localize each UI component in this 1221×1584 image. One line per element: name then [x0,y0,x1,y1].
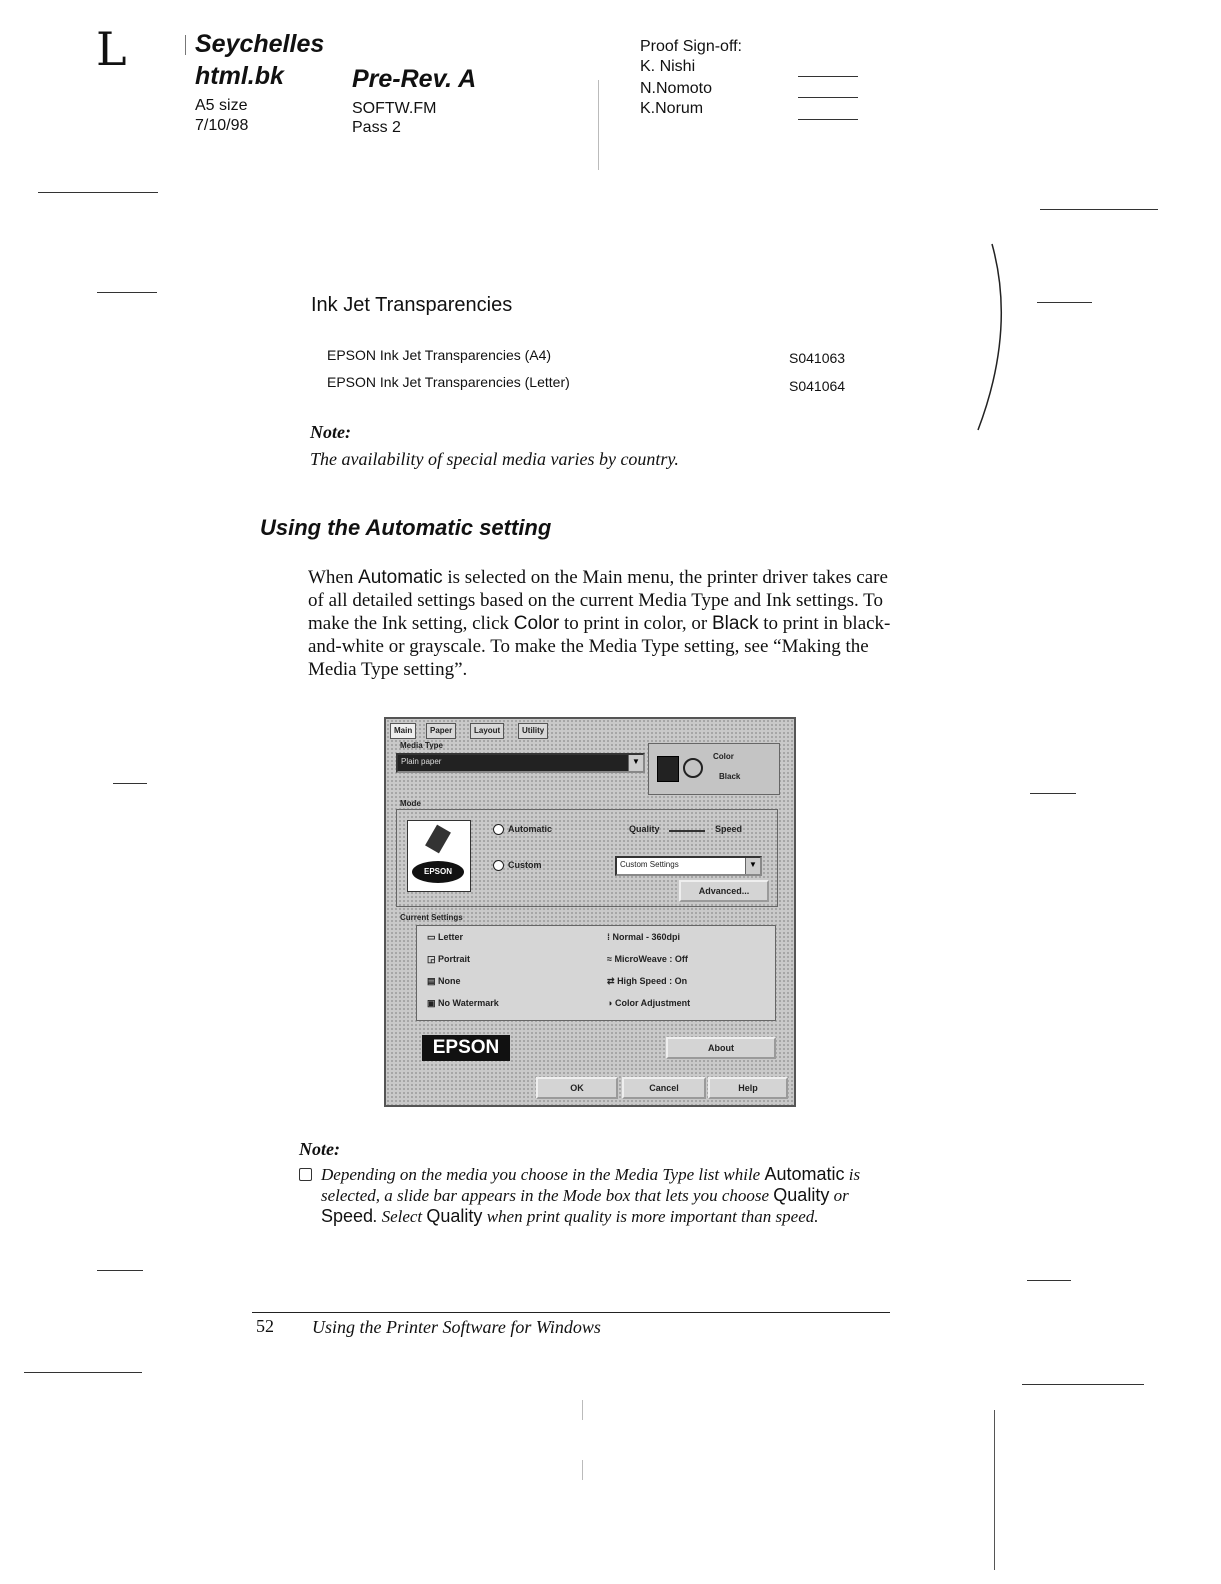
tab-main[interactable]: Main [390,723,416,739]
crop-mark [582,1400,583,1420]
setting-layout: ▤ None [427,976,461,986]
setting-color-adjustment: ◑ Color Adjustment [607,998,691,1008]
margin-letter: L [96,22,127,76]
black-term: Black [712,613,759,634]
automatic-term: Automatic [358,567,443,588]
media-type-select[interactable] [396,753,645,773]
page-size: A5 size [195,97,248,114]
mode-automatic-radio[interactable]: Automatic [493,824,552,835]
epson-logo-small: EPSON [412,861,464,883]
help-button[interactable]: Help [708,1077,788,1099]
checkbox-bullet-icon [299,1168,312,1181]
revision: Pre-Rev. A [352,65,477,93]
custom-settings-value: Custom Settings [620,860,679,869]
epson-brand-logo: EPSON [422,1035,510,1061]
crop-mark [1030,793,1076,794]
setting-microweave: ≈ MicroWeave : Off [607,954,688,964]
footer-rule [252,1312,890,1313]
setting-resolution: ⁞ Normal - 360dpi [607,932,681,942]
tab-layout[interactable]: Layout [470,723,504,739]
setting-paper-size: ▭ Letter [427,932,464,942]
microweave-icon: ≈ [607,954,612,964]
note-label: Note: [299,1139,340,1159]
page-number: 52 [256,1316,274,1336]
print-date: 7/10/98 [195,117,249,134]
ink-color-option[interactable]: Color [713,752,734,761]
subsection-heading: Using the Automatic setting [260,515,552,540]
custom-settings-select[interactable] [615,856,762,876]
mode-custom-radio[interactable]: Custom [493,860,542,871]
crop-mark [38,192,158,193]
body-paragraph: When Automatic is selected on the Main menu, the printer driver takes care of all detailed settings based on the current Media Type and Ink settings. To make the Ink setting, click Color to print in color, or Black to print in black-and-white or grayscale. To make the Media Type setting, see “Making the Media Type setting”. [308,567,891,680]
proof-name: K.Norum [640,100,704,117]
chevron-down-icon[interactable]: ▼ [628,755,643,771]
note-text: Depending on the media you choose in the Media Type list while Automatic is selected, a slide bar appears in the Mode box that lets you choose Quality or Speed. Select Quality when print quality is more important than speed. [321,1164,861,1226]
about-button[interactable]: About [666,1037,776,1059]
printer-pen-icon [425,825,451,854]
tab-utility[interactable]: Utility [518,723,548,739]
radio-icon [493,860,504,871]
color-ink-icon [683,758,703,778]
crop-mark [24,1372,142,1373]
ink-black-option[interactable]: Black [719,772,741,781]
resolution-icon: ⁞ [607,932,610,942]
ink-group [648,743,780,795]
chevron-down-icon[interactable]: ▼ [745,858,760,874]
section-heading: Ink Jet Transparencies [311,294,513,316]
crop-mark [185,35,186,55]
mode-group [396,809,778,907]
ok-button[interactable]: OK [536,1077,618,1099]
crop-mark [97,292,157,293]
mode-label: Mode [400,799,421,808]
tab-paper[interactable]: Paper [426,723,456,739]
watermark-icon: ▣ [427,998,436,1008]
media-type-label: Media Type [400,741,443,750]
current-settings-label: Current Settings [400,913,463,922]
crop-mark [582,1460,583,1480]
product-name: EPSON Ink Jet Transparencies (A4) [327,347,552,363]
advanced-button[interactable]: Advanced... [679,880,769,902]
pass-number: Pass 2 [352,119,401,136]
color-term: Color [513,613,560,634]
current-settings-box [416,925,776,1021]
product-code: S041064 [789,378,846,394]
signoff-line [798,76,858,77]
file-name: html.bk [195,62,284,90]
source-file: SOFTW.FM [352,100,437,117]
radio-icon [493,824,504,835]
book-title: Seychelles [195,30,325,58]
cancel-button[interactable]: Cancel [622,1077,706,1099]
color-adjust-icon: ◑ [607,998,613,1008]
crop-mark [994,1410,995,1570]
crop-mark [598,80,599,170]
quality-speed-slider[interactable] [669,830,705,832]
proof-name: N.Nomoto [640,80,713,97]
paper-icon: ▭ [427,932,436,942]
note-label: Note: [310,422,351,442]
mode-illustration [407,820,471,892]
proof-name: K. Nishi [640,58,696,75]
driver-dialog-screenshot [384,717,796,1107]
margin-bracket [968,240,1018,440]
signoff-line [798,119,858,120]
crop-mark [113,783,147,784]
note-text: The availability of special media varies by country. [310,449,679,469]
crop-mark [97,1270,143,1271]
ink-cartridge-icon [657,756,679,782]
setting-watermark: ▣ No Watermark [427,998,499,1008]
crop-mark [1027,1280,1071,1281]
orientation-icon: ◲ [427,954,436,964]
crop-mark [1022,1384,1144,1385]
layout-icon: ▤ [427,976,436,986]
high-speed-icon: ⇄ [607,976,615,986]
slider-speed-label: Speed [715,824,743,834]
setting-high-speed: ⇄ High Speed : On [607,976,688,986]
crop-mark [1037,302,1092,303]
crop-mark [1040,209,1158,210]
product-code: S041063 [789,350,846,366]
product-name: EPSON Ink Jet Transparencies (Letter) [327,374,570,390]
signoff-line [798,97,858,98]
proof-label: Proof Sign-off: [640,38,742,55]
chapter-title: Using the Printer Software for Windows [312,1317,601,1337]
slider-quality-label: Quality [629,824,660,834]
media-type-value: Plain paper [401,757,442,766]
setting-orientation: ◲ Portrait [427,954,471,964]
